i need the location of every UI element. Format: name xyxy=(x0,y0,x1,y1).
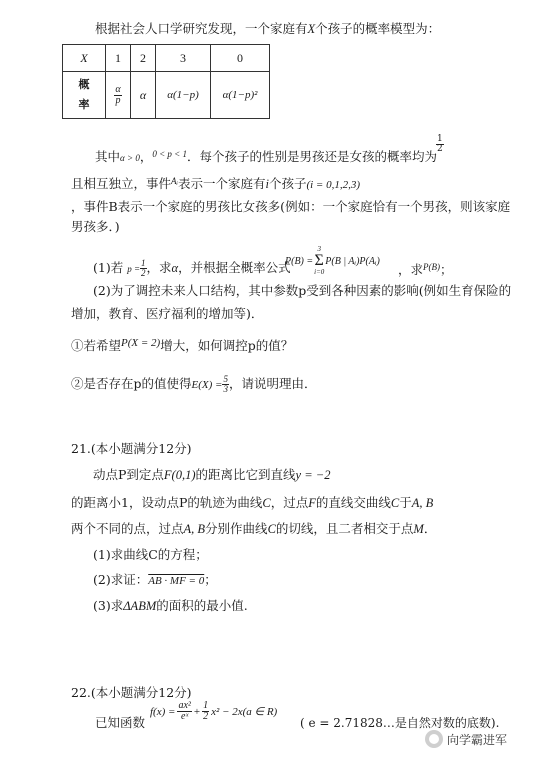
table-prob-row xyxy=(63,72,270,119)
table-cell: 1 xyxy=(106,45,131,72)
table-row-label: 概 率 xyxy=(63,72,106,119)
table-cell: 3 xyxy=(156,45,211,72)
table-header-row xyxy=(63,45,270,72)
watermark xyxy=(425,730,507,748)
question-2-line1: (2)为了调控未来人口结构，其中参数p受到各种因素的影响(例如生育保险的 xyxy=(93,283,512,298)
problem-21-part3: (3)求ΔABM的面积的最小值. xyxy=(93,598,248,613)
half-fraction: $\frac{1}{2}$ xyxy=(437,134,443,154)
wechat-icon xyxy=(425,730,443,748)
intro-text: 根据社会人口学研究发现，一个家庭有X个孩子的概率模型为： xyxy=(95,21,441,36)
condition-line: 其中α > 0，$^{0 < p < 1}$．每个孩子的性别是男孩还是女孩的概率均为 xyxy=(95,149,438,164)
problem-22-lead: 已知函数 xyxy=(95,715,146,730)
event-a-line: 且相互独立，事件$^{Aᵢ}$表示一个家庭有i个孩子(i = 0,1,2,3) xyxy=(71,176,361,191)
event-b-line: ，事件B表示一个家庭的男孩比女孩多(例如：一个家庭恰有一个男孩，则该家庭 xyxy=(71,199,511,214)
question-2-ii: ②是否存在p的值使得E(X) = $\frac{5}{3}$ ，请说明理由． xyxy=(71,374,317,394)
table-cell: α xyxy=(131,72,156,119)
question-1-end: ，求$^{P(B)}$； xyxy=(398,262,453,277)
question-1: (1)若 p = $\frac{1}{2}$ ，求α，并根据全概率公式 xyxy=(93,258,291,278)
problem-22-heading: 22.(本小题满分12分) xyxy=(71,685,192,700)
problem-21-heading: 21.(本小题满分12分) xyxy=(71,441,192,456)
table-cell: 0 xyxy=(211,45,270,72)
function-formula: f(x) = $\frac{\text{ax²}}{\text{eˣ}}$ + $\frac{1}{2}$ x² − 2x(a ∈ R) xyxy=(150,700,278,722)
question-2-line2: 增加，教育、医疗福利的增加等)． xyxy=(71,306,264,321)
problem-21-line3: 两个不同的点，过点A, B分别作曲线C的切线，且二者相交于点M． xyxy=(71,521,437,536)
table-cell: $\frac{\alpha}{p}$ xyxy=(106,72,131,119)
problem-21-part2: (2)求证：AB · MF = 0； xyxy=(93,572,217,587)
watermark-text: 向学霸进军 xyxy=(447,732,508,747)
total-probability-formula: P(B) = 3 Σ i=0 P(B | Aᵢ)P(Aᵢ) xyxy=(285,245,380,276)
table-cell: α(1−p) xyxy=(156,72,211,119)
event-b-line-cont: 男孩多．) xyxy=(71,219,120,234)
question-2-i: ①若希望P(X = 2)增大，如何调控p的值？ xyxy=(71,337,294,353)
probability-table xyxy=(62,44,270,119)
table-cell: 2 xyxy=(131,45,156,72)
table-cell: α(1−p)² xyxy=(211,72,270,119)
problem-21-line2: 的距离小1，设动点P的轨迹为曲线C，过点F的直线交曲线C于A, B xyxy=(71,495,434,510)
problem-21-line1: 动点P到定点F(0,1)的距离比它到直线y = −2 xyxy=(93,467,331,482)
problem-22-note: ( e = 2.71828…是自然对数的底数). xyxy=(300,716,500,730)
problem-21-part1: (1)求曲线C的方程； xyxy=(93,547,208,562)
table-cell: X xyxy=(63,45,106,72)
